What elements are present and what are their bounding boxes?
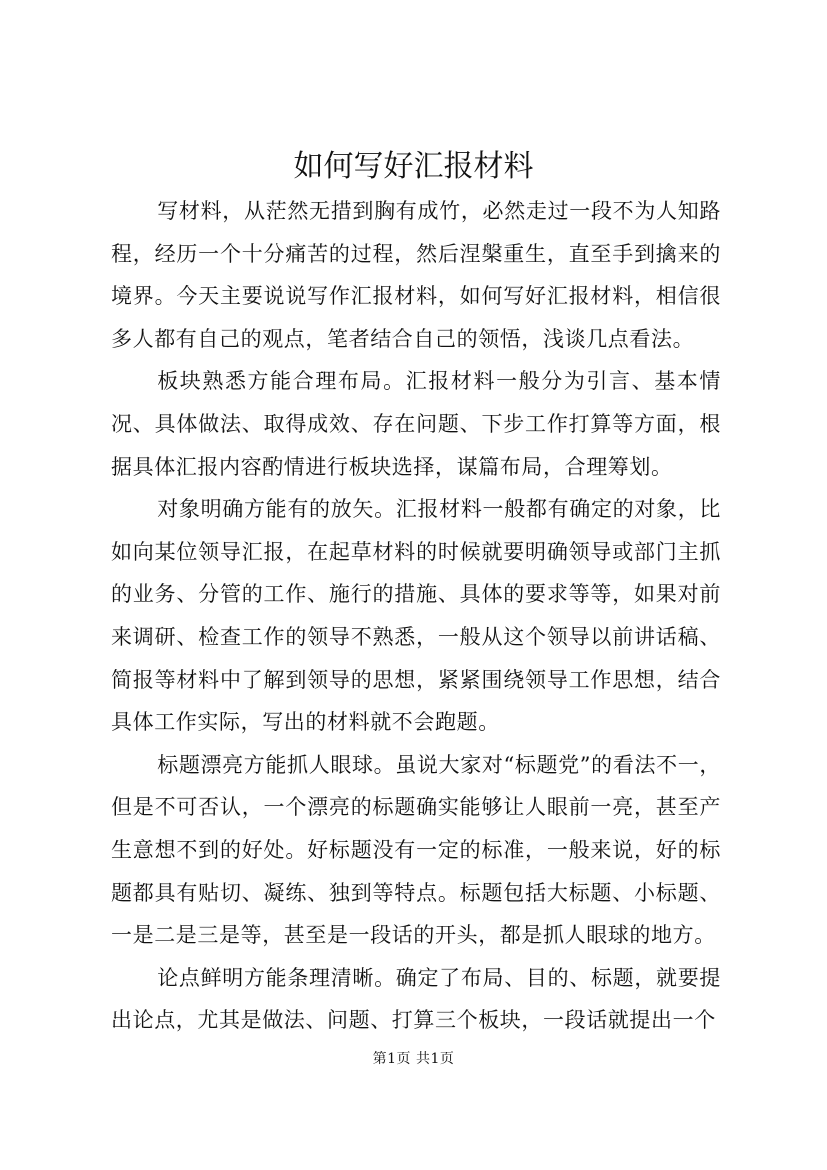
document-title: 如何写好汇报材料 xyxy=(293,149,534,184)
paragraph-argument: 论点鲜明方能条理清晰。确定了布局、目的、标题，就要提出论点，尤其是做法、问题、打算三个板块，一段话就提出一个 xyxy=(111,965,721,1033)
page-footer: 第1页 共1页 xyxy=(372,1051,455,1067)
paragraph-intro: 写材料，从茫然无措到胸有成竹，必然走过一段不为人知路程，经历一个十分痛苦的过程，然后涅槃重生，直至手到擒来的境界。今天主要说说写作汇报材料，如何写好汇报材料，相信很多人都有自己的观点，笔者结合自己的领悟，浅谈几点看法。 xyxy=(111,199,721,351)
paragraph-target: 对象明确方能有的放矢。汇报材料一般都有确定的对象，比如向某位领导汇报，在起草材料的时候就要明确领导或部门主抓的业务、分管的工作、施行的措施、具体的要求等等，如果对前来调研、检查工作的领导不熟悉，一般从这个领导以前讲话稿、简报等材料中了解到领导的思想，紧紧围绕领导工作思想，结合具体工作实际，写出的材料就不会跑题。 xyxy=(111,497,721,735)
paragraph-headline: 标题漂亮方能抓人眼球。虽说大家对“标题党”的看法不一，但是不可否认，一个漂亮的标题确实能够让人眼前一亮，甚至产生意想不到的好处。好标题没有一定的标准，一般来说，好的标题都具有贴切、凝练、独到等特点。标题包括大标题、小标题、一是二是三是等，甚至是一段话的开头，都是抓人眼球的地方。 xyxy=(111,752,721,948)
document-body xyxy=(111,190,721,1042)
paragraph-layout: 板块熟悉方能合理布局。汇报材料一般分为引言、基本情况、具体做法、取得成效、存在问题、下步工作打算等方面，根据具体汇报内容酌情进行板块选择，谋篇布局，合理筹划。 xyxy=(111,369,721,479)
